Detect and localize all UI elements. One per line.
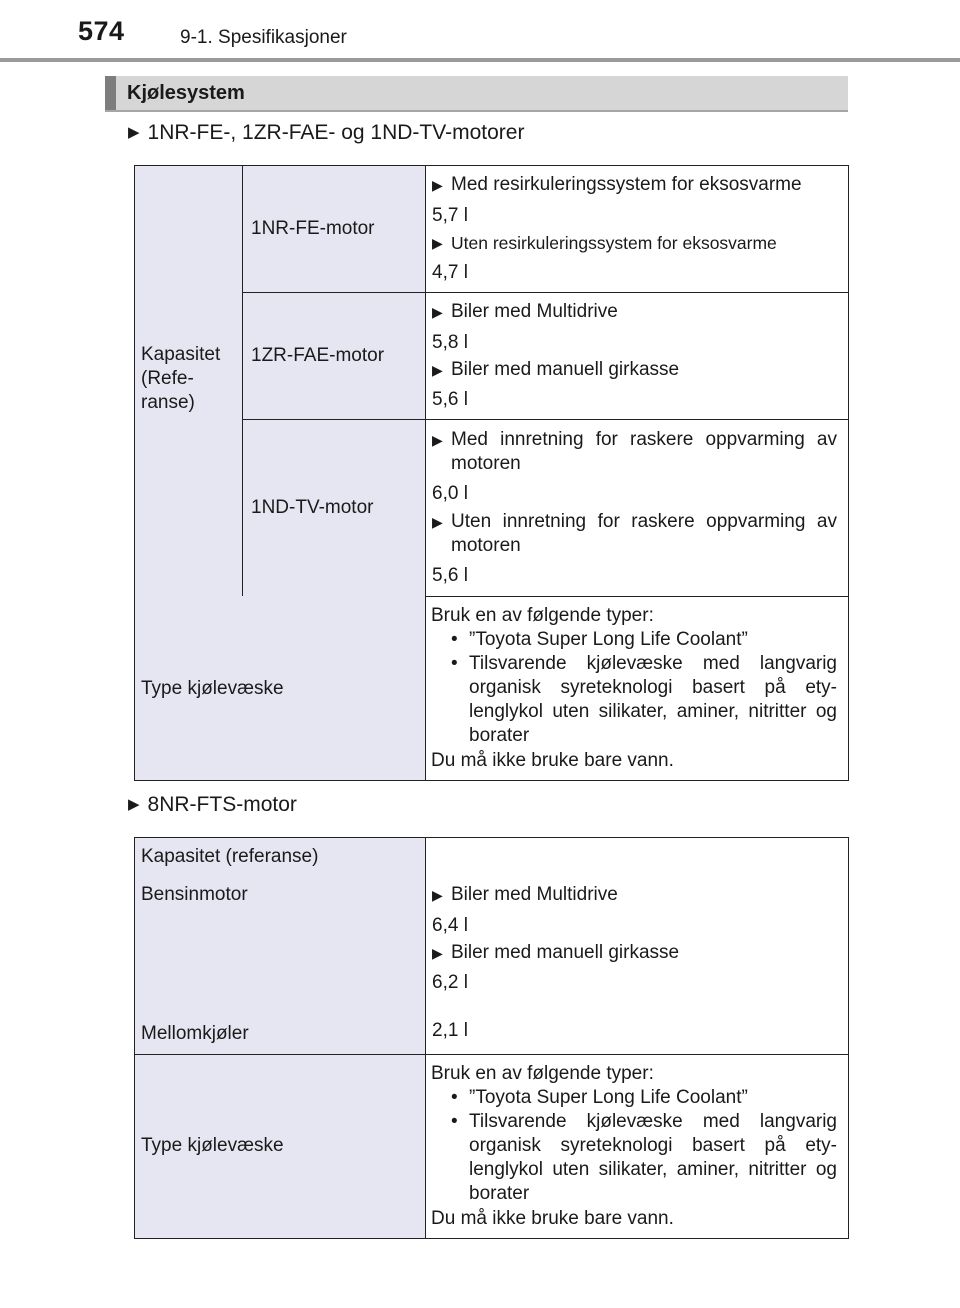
option-label: Biler med Multidrive xyxy=(451,301,618,322)
capacity-label-line: (Refe- xyxy=(141,368,194,389)
capacity-label-line: Kapasitet xyxy=(141,344,221,365)
dot-bullet-icon: • xyxy=(451,653,458,674)
option-value: 6,0 l xyxy=(432,483,468,504)
triangle-bullet-icon: ▶ xyxy=(128,796,140,813)
intercooler-label: Mellomkjøler xyxy=(141,1023,249,1044)
section-title-accent xyxy=(105,76,116,110)
dot-bullet-icon: • xyxy=(451,1111,458,1132)
section-title-bar xyxy=(105,76,848,112)
coolant-type-label: Type kjølevæske xyxy=(141,678,284,699)
subheading-engines xyxy=(128,121,524,145)
option-value: 5,8 l xyxy=(432,332,468,353)
capacity-label-line: ranse) xyxy=(141,392,195,413)
engine-name: 1ND-TV-motor xyxy=(251,497,374,518)
capacity-label xyxy=(141,343,220,415)
option-value: 6,2 l xyxy=(432,972,468,993)
option-value: 5,6 l xyxy=(432,565,468,586)
triangle-bullet-icon: ▶ xyxy=(432,362,443,378)
petrol-engine-label: Bensinmotor xyxy=(141,884,248,905)
triangle-bullet-icon: ▶ xyxy=(432,887,443,903)
subheading-engines-text: 1NR-FE-, 1ZR-FAE- og 1ND-TV-motorer xyxy=(147,121,525,144)
option-label: Med innretning for raskere oppvarming av motoren xyxy=(451,429,837,474)
coolant-note: Du må ikke bruke bare vann. xyxy=(431,750,674,771)
coolant-item: Tilsvarende kjølevæske med langvarig organisk syreteknologi basert på ety-lenglykol uten silikater, aminer, nitritter og borater xyxy=(469,1111,837,1204)
dot-bullet-icon: • xyxy=(451,1087,458,1108)
page-number: 574 xyxy=(78,16,125,46)
option-label: Uten resirkuleringssystem for eksosvarme xyxy=(451,233,777,253)
coolant-type-label: Type kjølevæske xyxy=(141,1135,284,1156)
option-label: Biler med manuell girkasse xyxy=(451,359,680,380)
coolant-item: ”Toyota Super Long Life Coolant” xyxy=(469,629,748,650)
section-path: 9-1. Spesifikasjoner xyxy=(180,27,347,48)
triangle-bullet-icon: ▶ xyxy=(432,235,443,251)
section-title: Kjølesystem xyxy=(127,82,245,104)
coolant-item: Tilsvarende kjølevæske med langvarig organisk syreteknologi basert på ety-lenglykol uten silikater, aminer, nitritter og borater xyxy=(469,653,837,746)
triangle-bullet-icon: ▶ xyxy=(432,514,443,530)
option-value: 4,7 l xyxy=(432,262,468,283)
coolant-item: ”Toyota Super Long Life Coolant” xyxy=(469,1087,748,1108)
option-label: Med resirkuleringssystem for eksosvarme xyxy=(451,174,802,195)
capacity-label: Kapasitet (referanse) xyxy=(141,846,319,867)
option-value: 5,6 l xyxy=(432,389,468,410)
triangle-bullet-icon: ▶ xyxy=(432,945,443,961)
triangle-bullet-icon: ▶ xyxy=(128,124,140,141)
option-label: Biler med Multidrive xyxy=(451,884,618,905)
subheading-8nr-text: 8NR-FTS-motor xyxy=(147,793,297,816)
coolant-intro: Bruk en av følgende typer: xyxy=(431,605,654,626)
triangle-bullet-icon: ▶ xyxy=(432,432,443,448)
engine-name: 1NR-FE-motor xyxy=(251,218,375,239)
subheading-8nr xyxy=(128,793,297,817)
triangle-bullet-icon: ▶ xyxy=(432,177,443,193)
intercooler-value: 2,1 l xyxy=(432,1020,468,1041)
coolant-intro: Bruk en av følgende typer: xyxy=(431,1063,654,1084)
engine-name: 1ZR-FAE-motor xyxy=(251,345,385,366)
option-value: 5,7 l xyxy=(432,205,468,226)
header-rule xyxy=(0,58,960,62)
option-label: Biler med manuell girkasse xyxy=(451,942,680,963)
option-value: 6,4 l xyxy=(432,915,468,936)
triangle-bullet-icon: ▶ xyxy=(432,304,443,320)
option-label: Uten innretning for raskere oppvarming av motoren xyxy=(451,511,837,556)
coolant-note: Du må ikke bruke bare vann. xyxy=(431,1208,674,1229)
dot-bullet-icon: • xyxy=(451,629,458,650)
